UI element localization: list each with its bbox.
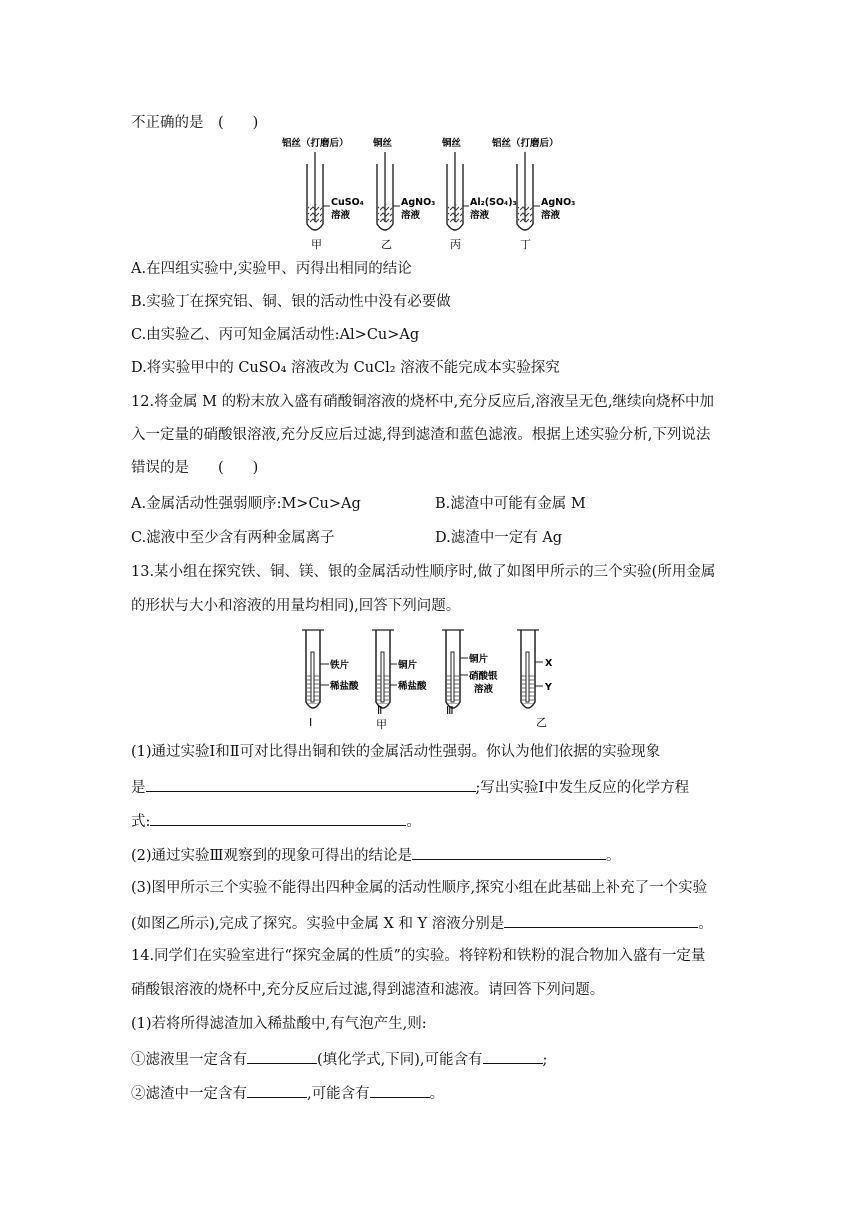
q12-option-c: C.滤液中至少含有两种金属离子 bbox=[131, 530, 335, 546]
answer-blank-conclusion[interactable] bbox=[412, 844, 606, 860]
tube-name-bing: 丙 bbox=[450, 238, 461, 251]
q13-part1-suffix: ;写出实验Ⅰ中发生反应的化学方程 bbox=[475, 780, 690, 796]
tube-2-solution-label: 稀盐酸 bbox=[398, 681, 427, 692]
solution-label-yi-b: 溶液 bbox=[401, 210, 421, 221]
answer-blank-phenomenon[interactable] bbox=[146, 776, 476, 792]
q13-part2-prefix: (2)通过实验Ⅲ观察到的现象可得出的结论是 bbox=[131, 848, 413, 864]
figure-11-test-tubes bbox=[270, 134, 590, 252]
q11-option-b: B.实验丁在探究铝、铜、银的活动性中没有必要做 bbox=[131, 294, 451, 310]
q11-option-d: D.将实验甲中的 CuSO₄ 溶液改为 CuCl₂ 溶液不能完成本实验探究 bbox=[131, 360, 560, 376]
q12-option-a: A.金属活动性强弱顺序:M>Cu>Ag bbox=[131, 496, 361, 512]
tube-yi-13 bbox=[517, 630, 553, 729]
q11-option-a: A.在四组实验中,实验甲、丙得出相同的结论 bbox=[131, 261, 412, 277]
tube-jia bbox=[282, 137, 364, 251]
answer-blank-residue-certain[interactable] bbox=[247, 1082, 307, 1098]
tube-3 bbox=[442, 630, 498, 717]
q13-part3-line2 bbox=[131, 912, 713, 934]
answer-blank-filtrate-certain[interactable] bbox=[247, 1048, 317, 1064]
q11-option-c: C.由实验乙、丙可知金属活动性:Al>Cu>Ag bbox=[131, 327, 420, 343]
q13-part3-prefix: (如图乙所示),完成了探究。实验中金属 X 和 Y 溶液分别是 bbox=[131, 916, 505, 932]
q13-part3-suffix: 。 bbox=[698, 916, 713, 932]
solution-label-jia-a: CuSO₄ bbox=[331, 197, 364, 208]
q14-stem-line1: 14.同学们在实验室进行“探究金属的性质”的实验。将锌粉和铁粉的混合物加入盛有一定量 bbox=[131, 948, 706, 964]
q13-part1-line1: (1)通过实验Ⅰ和Ⅱ可对比得出铜和铁的金属活动性强弱。你认为他们依据的实验现象 bbox=[131, 744, 661, 760]
figure-13-test-tubes bbox=[296, 622, 586, 730]
wire-label-yi: 铜丝 bbox=[373, 138, 393, 149]
q13-equation-suffix: 。 bbox=[406, 814, 421, 830]
q13-part2 bbox=[131, 844, 621, 866]
tube-ding bbox=[492, 137, 575, 251]
q11-tail: 不正确的是 ( ) bbox=[131, 115, 259, 131]
solution-label-ding-a: AgNO₃ bbox=[541, 197, 576, 208]
tube-3-roman: Ⅲ bbox=[446, 704, 454, 717]
q12-option-d: D.滤渣中一定有 Ag bbox=[435, 530, 563, 546]
tube-yi-x-label: X bbox=[545, 658, 553, 669]
solution-label-jia-b: 溶液 bbox=[331, 210, 351, 221]
tube-1-metal-label: 铁片 bbox=[330, 660, 350, 671]
q14-a-mid: (填化学式,下同),可能含有 bbox=[317, 1052, 483, 1068]
q13-equation-prefix: 式: bbox=[131, 814, 151, 830]
tube-3-solution-label-a: 硝酸银 bbox=[469, 671, 498, 682]
q14-b-prefix: ②滤渣中一定含有 bbox=[131, 1086, 247, 1102]
q13-stem-line2: 的形状与大小和溶液的用量均相同),回答下列问题。 bbox=[131, 598, 461, 614]
tube-yi bbox=[372, 137, 435, 251]
q13-stem-line1: 13.某小组在探究铁、铜、镁、银的金属活动性顺序时,做了如图甲所示的三个实验(所用金属 bbox=[131, 564, 716, 580]
solution-label-yi-a: AgNO₃ bbox=[401, 197, 436, 208]
tube-3-metal-label: 铜片 bbox=[469, 654, 489, 665]
q12-option-b: B.滤渣中可能有金属 M bbox=[435, 496, 586, 512]
tube-1-solution-label: 稀盐酸 bbox=[330, 681, 359, 692]
tube-name-ding: 丁 bbox=[520, 238, 531, 251]
q14-b-suffix: 。 bbox=[429, 1086, 445, 1102]
q14-part1: (1)若将所得滤渣加入稀盐酸中,有气泡产生,则: bbox=[131, 1016, 427, 1032]
tube-2-roman: Ⅱ bbox=[377, 704, 383, 717]
q14-item-b bbox=[131, 1082, 444, 1104]
q14-stem-line2: 硝酸银溶液的烧杯中,充分反应后过滤,得到滤渣和滤液。请回答下列问题。 bbox=[131, 982, 605, 998]
q14-item-a bbox=[131, 1048, 547, 1070]
answer-blank-filtrate-possible[interactable] bbox=[483, 1048, 543, 1064]
tube-2-metal-label: 铜片 bbox=[398, 660, 418, 671]
q12-stem-line2: 入一定量的硝酸银溶液,充分反应后过滤,得到滤渣和蓝色滤液。根据上述实验分析,下列说法 bbox=[131, 427, 711, 443]
tube-3-solution-label-b: 溶液 bbox=[474, 684, 494, 695]
wire-label-jia: 铝丝（打磨后） bbox=[282, 138, 349, 149]
solution-label-ding-b: 溶液 bbox=[541, 210, 561, 221]
tube-1-roman: Ⅰ bbox=[309, 716, 313, 729]
q14-b-mid: ,可能含有 bbox=[307, 1086, 370, 1102]
figure-jia-label: 甲 bbox=[376, 718, 387, 730]
wire-label-bing: 铜丝 bbox=[442, 138, 462, 149]
q13-part2-suffix: 。 bbox=[606, 848, 621, 864]
solution-label-bing-b: 溶液 bbox=[470, 210, 490, 221]
wire-label-ding: 铝丝（打磨后） bbox=[492, 138, 559, 149]
solution-label-bing-a: Al₂(SO₄)₃ bbox=[470, 197, 517, 208]
q13-part1-line2 bbox=[131, 776, 689, 798]
tube-yi-y-label: Y bbox=[545, 682, 552, 693]
q13-part1-line3 bbox=[131, 810, 421, 832]
q12-stem-line3: 错误的是 ( ) bbox=[131, 460, 259, 476]
answer-blank-equation[interactable] bbox=[150, 810, 406, 826]
answer-blank-xy[interactable] bbox=[504, 912, 698, 928]
tube-1 bbox=[302, 630, 359, 729]
tube-name-jia: 甲 bbox=[311, 238, 322, 251]
q14-a-suffix: ; bbox=[542, 1052, 548, 1068]
q12-stem-line1: 12.将金属 M 的粉末放入盛有硝酸铜溶液的烧杯中,充分反应后,溶液呈无色,继续向烧杯中加 bbox=[131, 394, 714, 410]
q13-part3-line1: (3)图甲所示三个实验不能得出四种金属的活动性顺序,探究小组在此基础上补充了一个实验 bbox=[131, 880, 708, 896]
tube-2 bbox=[372, 630, 427, 730]
answer-blank-residue-possible[interactable] bbox=[370, 1082, 430, 1098]
q14-a-prefix: ①滤液里一定含有 bbox=[131, 1052, 247, 1068]
tube-bing bbox=[441, 137, 517, 251]
q13-part1-prefix: 是 bbox=[131, 780, 146, 796]
tube-name-yi: 乙 bbox=[381, 238, 392, 251]
figure-yi-label: 乙 bbox=[536, 716, 547, 729]
